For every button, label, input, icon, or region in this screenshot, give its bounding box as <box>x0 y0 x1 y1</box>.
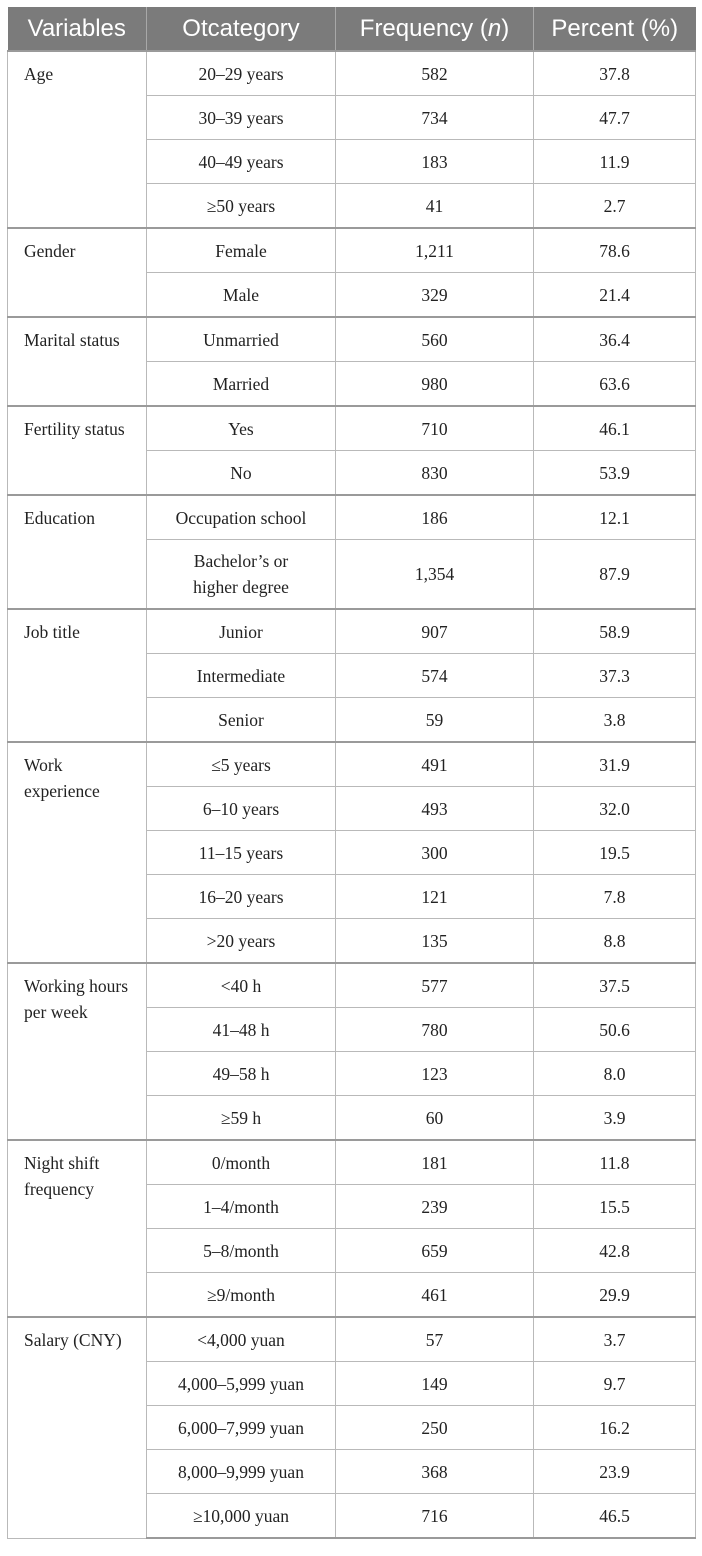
frequency-cell: 659 <box>336 1229 534 1273</box>
frequency-cell: 121 <box>336 875 534 919</box>
category-cell: 11–15 years <box>147 831 336 875</box>
category-cell: ≥50 years <box>147 184 336 229</box>
category-cell: Occupation school <box>147 495 336 540</box>
table-row <box>8 1140 696 1185</box>
frequency-cell: 907 <box>336 609 534 654</box>
percent-cell: 3.9 <box>534 1096 696 1141</box>
frequency-cell: 59 <box>336 698 534 743</box>
frequency-cell: 186 <box>336 495 534 540</box>
percent-cell: 16.2 <box>534 1406 696 1450</box>
percent-cell: 12.1 <box>534 495 696 540</box>
table-row <box>8 317 696 362</box>
category-cell: Male <box>147 273 336 318</box>
table-row <box>8 228 696 273</box>
category-cell: Female <box>147 228 336 273</box>
frequency-cell: 491 <box>336 742 534 787</box>
frequency-cell: 149 <box>336 1362 534 1406</box>
frequency-cell: 250 <box>336 1406 534 1450</box>
category-cell: Married <box>147 362 336 407</box>
frequency-cell: 60 <box>336 1096 534 1141</box>
category-cell: Bachelor’s or higher degree <box>147 540 336 610</box>
category-cell: 6–10 years <box>147 787 336 831</box>
table-row <box>8 495 696 540</box>
variable-cell: Gender <box>8 228 147 317</box>
table-row <box>8 742 696 787</box>
percent-cell: 50.6 <box>534 1008 696 1052</box>
variable-cell: Fertility status <box>8 406 147 495</box>
table-row <box>8 963 696 1008</box>
percent-cell: 78.6 <box>534 228 696 273</box>
category-cell: ≥9/month <box>147 1273 336 1318</box>
percent-cell: 46.1 <box>534 406 696 451</box>
frequency-cell: 183 <box>336 140 534 184</box>
percent-cell: 11.8 <box>534 1140 696 1185</box>
table-row <box>8 51 696 96</box>
frequency-cell: 716 <box>336 1494 534 1539</box>
header-variables: Variables <box>8 7 147 51</box>
category-cell: 16–20 years <box>147 875 336 919</box>
category-cell: 20–29 years <box>147 51 336 96</box>
category-cell: 4,000–5,999 yuan <box>147 1362 336 1406</box>
frequency-cell: 329 <box>336 273 534 318</box>
table-body <box>8 51 696 1538</box>
category-cell: 49–58 h <box>147 1052 336 1096</box>
variable-cell: Education <box>8 495 147 609</box>
percent-cell: 11.9 <box>534 140 696 184</box>
frequency-cell: 577 <box>336 963 534 1008</box>
frequency-cell: 41 <box>336 184 534 229</box>
percent-cell: 2.7 <box>534 184 696 229</box>
category-cell: ≥59 h <box>147 1096 336 1141</box>
table-row <box>8 1317 696 1362</box>
percent-cell: 42.8 <box>534 1229 696 1273</box>
percent-cell: 3.7 <box>534 1317 696 1362</box>
frequency-cell: 1,354 <box>336 540 534 610</box>
percent-cell: 46.5 <box>534 1494 696 1539</box>
demographics-table <box>7 7 696 1539</box>
frequency-cell: 239 <box>336 1185 534 1229</box>
percent-cell: 63.6 <box>534 362 696 407</box>
variable-cell: Work experience <box>8 742 147 963</box>
category-cell: ≤5 years <box>147 742 336 787</box>
frequency-cell: 734 <box>336 96 534 140</box>
percent-cell: 58.9 <box>534 609 696 654</box>
category-cell: >20 years <box>147 919 336 964</box>
category-cell: ≥10,000 yuan <box>147 1494 336 1539</box>
category-cell: Senior <box>147 698 336 743</box>
variable-cell: Night shift frequency <box>8 1140 147 1317</box>
percent-cell: 23.9 <box>534 1450 696 1494</box>
category-cell: 40–49 years <box>147 140 336 184</box>
frequency-cell: 57 <box>336 1317 534 1362</box>
category-cell: 30–39 years <box>147 96 336 140</box>
variable-cell: Salary (CNY) <box>8 1317 147 1538</box>
category-cell: No <box>147 451 336 496</box>
percent-cell: 32.0 <box>534 787 696 831</box>
percent-cell: 9.7 <box>534 1362 696 1406</box>
percent-cell: 19.5 <box>534 831 696 875</box>
frequency-cell: 300 <box>336 831 534 875</box>
percent-cell: 8.8 <box>534 919 696 964</box>
percent-cell: 37.5 <box>534 963 696 1008</box>
category-cell: Junior <box>147 609 336 654</box>
category-cell: Intermediate <box>147 654 336 698</box>
percent-cell: 87.9 <box>534 540 696 610</box>
category-cell: 0/month <box>147 1140 336 1185</box>
percent-cell: 37.3 <box>534 654 696 698</box>
frequency-cell: 710 <box>336 406 534 451</box>
frequency-cell: 780 <box>336 1008 534 1052</box>
frequency-cell: 830 <box>336 451 534 496</box>
percent-cell: 47.7 <box>534 96 696 140</box>
category-cell: <40 h <box>147 963 336 1008</box>
variable-cell: Marital status <box>8 317 147 406</box>
percent-cell: 29.9 <box>534 1273 696 1318</box>
header-percent: Percent (%) <box>534 7 696 51</box>
table-row <box>8 609 696 654</box>
variable-cell: Job title <box>8 609 147 742</box>
category-cell: <4,000 yuan <box>147 1317 336 1362</box>
header-row <box>8 7 696 51</box>
percent-cell: 31.9 <box>534 742 696 787</box>
category-cell: Yes <box>147 406 336 451</box>
percent-cell: 37.8 <box>534 51 696 96</box>
frequency-cell: 135 <box>336 919 534 964</box>
category-cell: 1–4/month <box>147 1185 336 1229</box>
category-cell: 41–48 h <box>147 1008 336 1052</box>
percent-cell: 3.8 <box>534 698 696 743</box>
percent-cell: 15.5 <box>534 1185 696 1229</box>
frequency-cell: 574 <box>336 654 534 698</box>
header-category: Otcategory <box>147 7 336 51</box>
category-cell: 6,000–7,999 yuan <box>147 1406 336 1450</box>
variable-cell: Working hours per week <box>8 963 147 1140</box>
category-cell: 8,000–9,999 yuan <box>147 1450 336 1494</box>
category-cell: 5–8/month <box>147 1229 336 1273</box>
percent-cell: 36.4 <box>534 317 696 362</box>
frequency-cell: 123 <box>336 1052 534 1096</box>
header-frequency: Frequency (n) <box>336 7 534 51</box>
frequency-cell: 560 <box>336 317 534 362</box>
frequency-cell: 493 <box>336 787 534 831</box>
frequency-cell: 368 <box>336 1450 534 1494</box>
frequency-cell: 461 <box>336 1273 534 1318</box>
percent-cell: 8.0 <box>534 1052 696 1096</box>
header-frequency-n: n <box>487 14 502 42</box>
frequency-cell: 980 <box>336 362 534 407</box>
frequency-cell: 582 <box>336 51 534 96</box>
frequency-cell: 1,211 <box>336 228 534 273</box>
variable-cell: Age <box>8 51 147 228</box>
percent-cell: 7.8 <box>534 875 696 919</box>
table-row <box>8 406 696 451</box>
frequency-cell: 181 <box>336 1140 534 1185</box>
percent-cell: 53.9 <box>534 451 696 496</box>
percent-cell: 21.4 <box>534 273 696 318</box>
category-cell: Unmarried <box>147 317 336 362</box>
